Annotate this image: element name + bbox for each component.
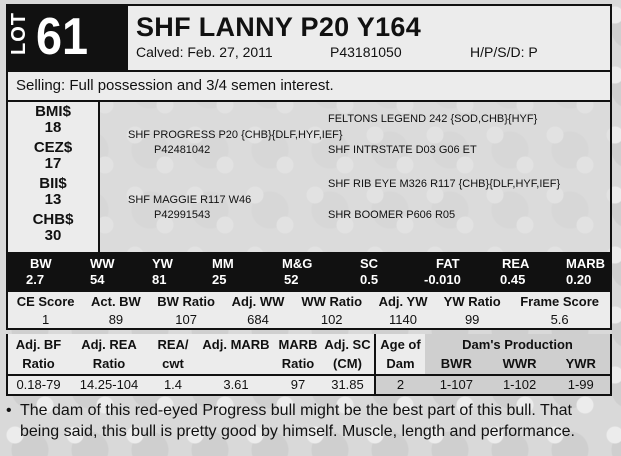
- pedigree-sire-reg: P42481042: [154, 144, 211, 156]
- table-header: MARB: [278, 336, 318, 352]
- animal-header: [128, 4, 612, 72]
- table-cell: 2: [375, 375, 425, 395]
- table-cell: 5.6: [509, 311, 611, 329]
- lot-box: [6, 4, 128, 72]
- table-header: Dam's Production: [425, 334, 611, 354]
- carcass-table: [6, 334, 612, 396]
- epd-label: FAT: [436, 256, 460, 271]
- lot-number: 61: [36, 8, 89, 66]
- table-header: [197, 354, 275, 374]
- epd-value: 25: [212, 272, 227, 287]
- index-label: CEZ$: [33, 139, 73, 156]
- performance-table: [6, 290, 612, 330]
- carcass-header-row-top: [7, 334, 611, 354]
- table-cell: 107: [149, 311, 224, 329]
- table-header: Adj. SC: [324, 336, 371, 352]
- pedigree-dam-sire: SHF RIB EYE M326 R117 {CHB}{DLF,HYF,IEF}: [328, 178, 561, 190]
- index-value: 18: [44, 119, 62, 136]
- sale-lot-card: [6, 4, 612, 403]
- table-header: CE Score: [16, 294, 75, 309]
- epd-label: REA: [502, 256, 530, 271]
- index-bmi: [8, 102, 98, 138]
- index-column: [6, 102, 98, 254]
- registration-number: P43181050: [330, 44, 402, 60]
- epd-label: MARB: [566, 256, 605, 271]
- table-header: Dam: [375, 354, 425, 374]
- index-label: BMI$: [35, 103, 71, 120]
- table-header: Adj. WW: [231, 294, 285, 309]
- epd-label: BW: [30, 256, 52, 271]
- epd-value: 52: [284, 272, 299, 287]
- pedigree-dam-reg: P42991543: [154, 209, 211, 221]
- table-header: Ratio: [69, 354, 149, 374]
- pedigree-dam: SHF MAGGIE R117 W46: [128, 194, 252, 206]
- epd-value: 54: [90, 272, 105, 287]
- index-value: 13: [44, 191, 62, 208]
- table-cell: 1-107: [425, 375, 488, 395]
- table-header: Ratio: [7, 354, 69, 374]
- table-cell: 31.85: [331, 377, 364, 393]
- epd-value: 0.45: [500, 272, 526, 287]
- carcass-header-row-bottom: [7, 354, 611, 374]
- epd-value: 0.5: [360, 272, 379, 287]
- table-header: Adj. REA: [81, 336, 137, 352]
- table-cell: 99: [435, 311, 509, 329]
- index-label: CHB$: [32, 211, 74, 228]
- table-header: Frame Score: [520, 294, 599, 309]
- pedigree-sire: SHF PROGRESS P20 {CHB}{DLF,HYF,IEF}: [128, 129, 343, 141]
- pedigree-dam-dam: SHR BOOMER P606 R05: [328, 209, 456, 221]
- table-cell: 0.18-79: [16, 377, 61, 393]
- epd-label: SC: [360, 256, 379, 271]
- table-header: Adj. MARB: [202, 336, 270, 352]
- table-header: Ratio: [275, 354, 321, 374]
- table-header: WW Ratio: [301, 294, 363, 309]
- pedigree-sire-dam: SHF INTRSTATE D03 G06 ET: [328, 144, 477, 156]
- table-cell: 89: [83, 311, 148, 329]
- epd-value: 2.7: [26, 272, 45, 287]
- performance-header-row: [7, 291, 611, 311]
- table-header: BW Ratio: [157, 294, 215, 309]
- comment-text: being said, this bull is pretty good by himself. Muscle, length and performance.: [20, 423, 575, 440]
- calved-date: Calved: Feb. 27, 2011: [136, 44, 273, 60]
- animal-name: SHF LANNY P20 Y164: [136, 12, 422, 42]
- epd-label: M&G: [282, 256, 313, 271]
- comment-line-2: [6, 421, 616, 442]
- table-header: BWR: [425, 354, 488, 374]
- index-chb: [8, 210, 98, 246]
- comment-text: The dam of this red-eyed Progress bull might be the best part of this bull. That: [20, 402, 572, 419]
- table-cell: 1: [7, 311, 83, 329]
- table-header: WWR: [488, 354, 552, 374]
- table-header: REA/: [157, 336, 189, 352]
- pedigree-sire-sire: FELTONS LEGEND 242 {SOD,CHB}{HYF}: [328, 113, 538, 125]
- bullet-icon: •: [6, 402, 12, 419]
- table-cell: 3.61: [223, 377, 249, 393]
- performance-value-row: [7, 311, 611, 329]
- table-cell: 102: [292, 311, 370, 329]
- table-header: cwt: [149, 354, 197, 374]
- table-cell: 1.4: [163, 377, 183, 393]
- epd-label: WW: [90, 256, 115, 271]
- table-cell: 1-102: [488, 375, 552, 395]
- epd-value: 0.20: [566, 272, 592, 287]
- index-label: BII$: [39, 175, 67, 192]
- lot-comment: [6, 400, 616, 442]
- table-cell: 1140: [371, 311, 435, 329]
- table-header: Adj. YW: [378, 294, 428, 309]
- table-cell: 1-99: [551, 375, 611, 395]
- table-cell: 684: [224, 311, 293, 329]
- index-cez: [8, 138, 98, 174]
- table-header: Age of: [375, 334, 425, 354]
- epd-bar: [6, 254, 612, 290]
- comment-line-1: [6, 400, 616, 421]
- epd-label: YW: [152, 256, 173, 271]
- epd-value: -0.010: [424, 272, 461, 287]
- epd-value: 81: [152, 272, 167, 287]
- selling-terms: Selling: Full possession and 3/4 semen interest.: [6, 72, 612, 102]
- table-cell: 97: [290, 377, 306, 393]
- table-header: YWR: [551, 354, 611, 374]
- index-value: 30: [44, 227, 62, 244]
- index-bii: [8, 174, 98, 210]
- table-header: Act. BW: [91, 294, 141, 309]
- table-header: YW Ratio: [443, 294, 501, 309]
- table-header: Adj. BF: [15, 336, 62, 352]
- lot-label: LOT: [8, 12, 30, 55]
- carcass-value-row: [7, 375, 611, 395]
- hpsd-status: H/P/S/D: P: [470, 44, 538, 60]
- epd-label: MM: [212, 256, 234, 271]
- table-header: (CM): [321, 354, 375, 374]
- table-cell: 14.25-104: [79, 377, 139, 393]
- pedigree-panel: [98, 102, 612, 254]
- index-value: 17: [44, 155, 62, 172]
